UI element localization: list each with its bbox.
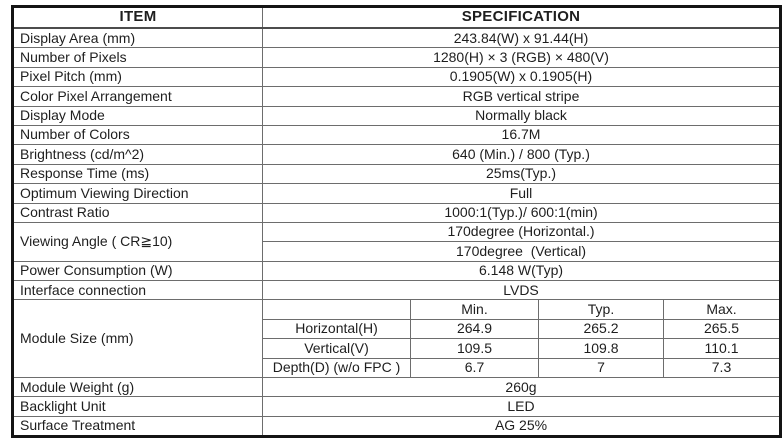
item-label: Module Size (mm) [13, 300, 263, 378]
item-label: Power Consumption (W) [13, 261, 263, 280]
spec-value: AG 25% [263, 416, 781, 436]
row-pixel-pitch [13, 67, 781, 86]
item-label: Color Pixel Arrangement [13, 87, 263, 106]
spec-value: RGB vertical stripe [263, 87, 781, 106]
module-size-typ: 109.8 [539, 339, 664, 358]
spec-value: LED [263, 397, 781, 416]
spec-value: 243.84(W) x 91.44(H) [263, 28, 781, 48]
item-label: Optimum Viewing Direction [13, 184, 263, 203]
spec-value: 260g [263, 378, 781, 397]
module-size-min: 264.9 [411, 319, 539, 338]
header-specification: SPECIFICATION [263, 7, 781, 29]
module-size-min: 109.5 [411, 339, 539, 358]
row-module-size-subheader [13, 300, 781, 319]
item-label: Brightness (cd/m^2) [13, 145, 263, 164]
row-backlight-unit [13, 397, 781, 416]
row-display-mode [13, 106, 781, 125]
specification-table [11, 5, 782, 438]
row-number-of-colors [13, 125, 781, 144]
spec-value: LVDS [263, 281, 781, 300]
row-number-of-pixels [13, 48, 781, 67]
module-size-max: 265.5 [664, 319, 781, 338]
row-power-consumption [13, 261, 781, 280]
item-label: Number of Pixels [13, 48, 263, 67]
module-size-max: 110.1 [664, 339, 781, 358]
item-label: Module Weight (g) [13, 378, 263, 397]
row-surface-treatment [13, 416, 781, 436]
spec-value: 0.1905(W) x 0.1905(H) [263, 67, 781, 86]
spec-value: Full [263, 184, 781, 203]
row-contrast-ratio [13, 203, 781, 222]
item-label: Interface connection [13, 281, 263, 300]
row-color-pixel-arrangement [13, 87, 781, 106]
spec-value: Normally black [263, 106, 781, 125]
item-label: Display Area (mm) [13, 28, 263, 48]
spec-value: 640 (Min.) / 800 (Typ.) [263, 145, 781, 164]
table-header-row [13, 7, 781, 29]
module-size-col-max: Max. [664, 300, 781, 319]
row-optimum-viewing-direction [13, 184, 781, 203]
row-module-weight [13, 378, 781, 397]
header-item: ITEM [13, 7, 263, 29]
row-brightness [13, 145, 781, 164]
spec-value: 6.148 W(Typ) [263, 261, 781, 280]
row-viewing-angle-horizontal [13, 222, 781, 241]
module-size-col-min: Min. [411, 300, 539, 319]
item-label: Display Mode [13, 106, 263, 125]
item-label: Number of Colors [13, 125, 263, 144]
module-size-max: 7.3 [664, 358, 781, 377]
module-size-row-label: Depth(D) (w/o FPC ) [263, 358, 411, 377]
module-size-subheader-empty [263, 300, 411, 319]
module-size-col-typ: Typ. [539, 300, 664, 319]
item-label: Viewing Angle ( CR≧10) [13, 222, 263, 261]
item-label: Surface Treatment [13, 416, 263, 436]
spec-value: 1000:1(Typ.)/ 600:1(min) [263, 203, 781, 222]
module-size-min: 6.7 [411, 358, 539, 377]
module-size-row-label: Horizontal(H) [263, 319, 411, 338]
module-size-row-label: Vertical(V) [263, 339, 411, 358]
row-interface-connection [13, 281, 781, 300]
spec-value: 16.7M [263, 125, 781, 144]
module-size-typ: 265.2 [539, 319, 664, 338]
module-size-typ: 7 [539, 358, 664, 377]
spec-value: 170degree (Vertical) [263, 242, 781, 261]
item-label: Backlight Unit [13, 397, 263, 416]
row-response-time [13, 164, 781, 183]
item-label: Pixel Pitch (mm) [13, 67, 263, 86]
item-label: Response Time (ms) [13, 164, 263, 183]
item-label: Contrast Ratio [13, 203, 263, 222]
row-display-area [13, 28, 781, 48]
spec-value: 1280(H) × 3 (RGB) × 480(V) [263, 48, 781, 67]
spec-value: 25ms(Typ.) [263, 164, 781, 183]
spec-value: 170degree (Horizontal.) [263, 222, 781, 241]
